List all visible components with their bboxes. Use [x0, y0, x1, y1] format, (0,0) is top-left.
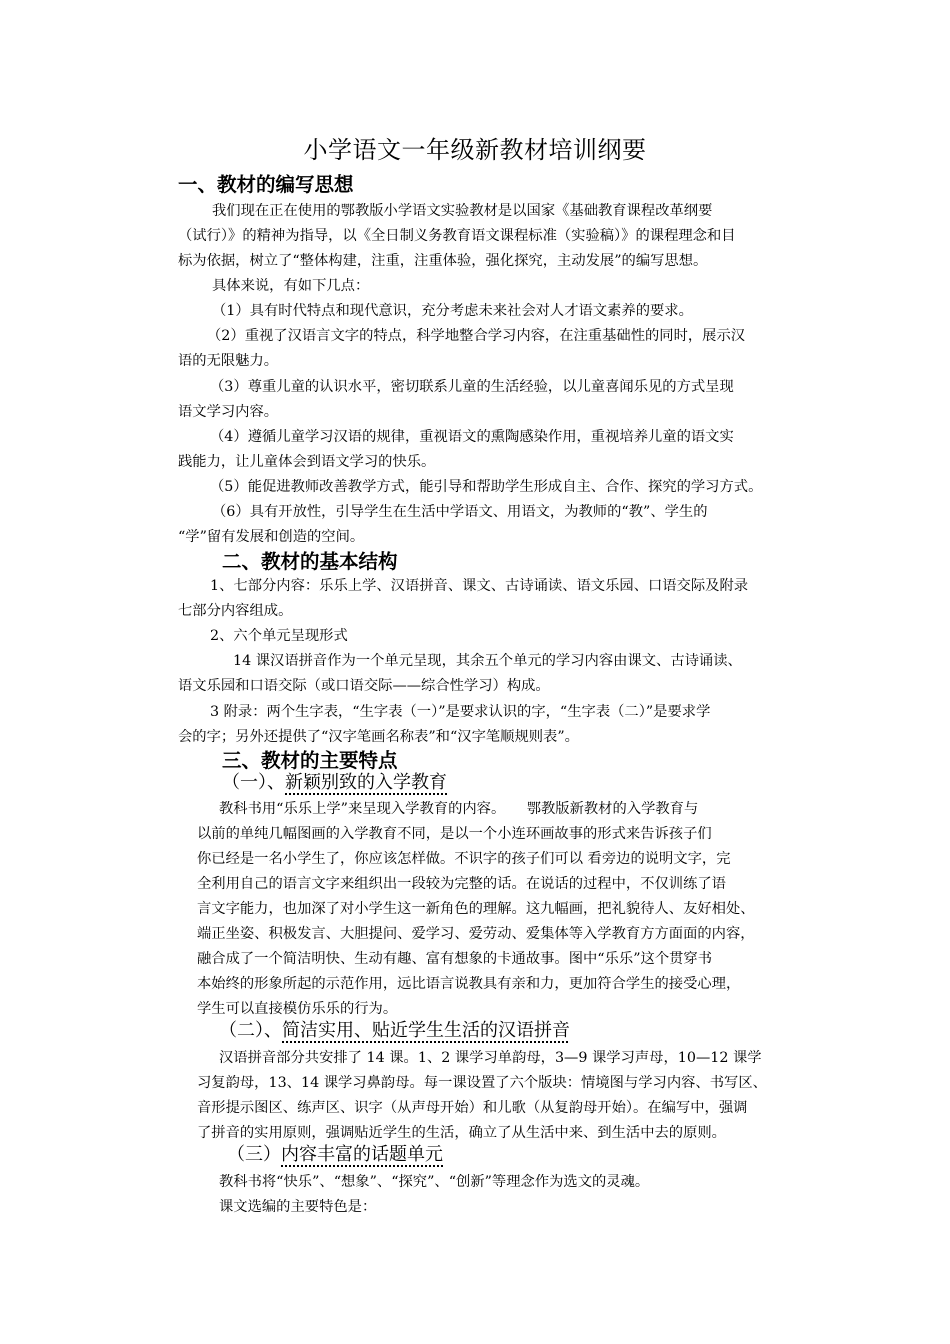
paragraph-line: 汉语拼音部分共安排了 14 课。1、2 课学习单韵母，3—9 课学习声母，10—12 课学: [219, 1050, 762, 1066]
list-item: 语的无限魅力。: [178, 353, 279, 369]
paragraph-line: 语文乐园和口语交际（或口语交际——综合性学习）构成。: [178, 678, 550, 694]
subsection-prefix: （三）: [227, 1144, 281, 1165]
paragraph-line: 言文字能力，也加深了对小学生这一新角色的理解。这九幅画，把礼貌待人、友好相处、: [197, 901, 755, 917]
list-item: （6）具有开放性，引导学生在生活中学语文、用语文，为教师的“教”、学生的: [212, 504, 708, 520]
list-item: （3）尊重儿童的认识水平，密切联系儿童的生活经验，以儿童喜闻乐见的方式呈现: [210, 379, 734, 395]
paragraph-line: （试行）》的精神为指导，以《全日制义务教育语文课程标准（实验稿）》的课程理念和目: [178, 228, 736, 244]
paragraph-line: 端正坐姿、积极发言、大胆提问、爱学习、爱劳动、爱集体等入学教育方方面面的内容，: [197, 926, 755, 942]
paragraph-line: 会的字；另外还提供了“汉字笔画名称表”和“汉字笔顺规则表”。: [178, 729, 579, 745]
paragraph-line: 2、六个单元呈现形式: [210, 628, 348, 644]
list-item: 践能力，让儿童体会到语文学习的快乐。: [178, 454, 436, 470]
list-item: （4）遵循儿童学习汉语的规律，重视语文的熏陶感染作用，重视培养儿童的语文实: [210, 429, 734, 445]
section-heading-2: 二、教材的基本结构: [222, 550, 398, 573]
paragraph-line: 教科书将“快乐”、“想象”、“探究”、“创新”等理念作为选文的灵魂。: [219, 1174, 650, 1190]
list-item: （2）重视了汉语言文字的特点，科学地整合学习内容，在注重基础性的同时，展示汉: [207, 328, 746, 344]
paragraph-line: 学生可以直接模仿乐乐的行为。: [197, 1001, 398, 1017]
list-item: （5）能促进教师改善教学方式，能引导和帮助学生形成自主、合作、探究的学习方式。: [210, 479, 763, 495]
paragraph-line: 14 课汉语拼音作为一个单元呈现，其余五个单元的学习内容由课文、古诗诵读、: [233, 653, 742, 669]
paragraph-line: 教科书用“乐乐上学”来呈现入学教育的内容。 鄂教版新教材的入学教育与: [219, 801, 699, 817]
section-heading-1: 一、教材的编写思想: [178, 173, 354, 196]
paragraph-line: 融合成了一个简洁明快、生动有趣、富有想象的卡通故事。图中“乐乐”这个贯穿书: [197, 951, 713, 967]
list-item: “学”留有发展和创造的空间。: [178, 529, 365, 545]
paragraph-line: 你已经是一名小学生了，你应该怎样做。不识字的孩子们可以 看旁边的说明文字，完: [197, 851, 731, 867]
subsection-title: 新颖别致的入学教育: [285, 772, 447, 793]
paragraph-line: 音形提示图区、练声区、识字（从声母开始）和儿歌（从复韵母开始）。在编写中，强调: [197, 1100, 748, 1116]
subsection-prefix: （二）、: [219, 1020, 282, 1041]
subsection-heading-2: [219, 1018, 570, 1044]
list-item: 语文学习内容。: [178, 404, 279, 420]
paragraph-line: 习复韵母，13、14 课学习鼻韵母。每一课设置了六个版块：情境图与学习内容、书写区、: [197, 1075, 767, 1091]
paragraph-line: 课文选编的主要特色是：: [219, 1199, 377, 1215]
paragraph-line: 1、七部分内容：乐乐上学、汉语拼音、课文、古诗诵读、语文乐园、口语交际及附录: [210, 578, 749, 594]
paragraph-line: 七部分内容组成。: [178, 603, 293, 619]
subsection-title: 简洁实用、贴近学生生活的汉语拼音: [282, 1020, 570, 1041]
paragraph-line: 我们现在正在使用的鄂教版小学语文实验教材是以国家《基础教育课程改革纲要: [212, 203, 713, 219]
document-title: 小学语文一年级新教材培训纲要: [303, 136, 647, 164]
subsection-prefix: （一）、: [222, 772, 285, 793]
section-heading-3: 三、教材的主要特点: [222, 749, 398, 772]
paragraph-line: 3 附录：两个生字表，“生字表（一）”是要求认识的字，“生字表（二）”是要求学: [210, 704, 711, 720]
list-item: （1）具有时代特点和现代意识，充分考虑未来社会对人才语文素养的要求。: [212, 303, 693, 319]
subsection-heading-3: [227, 1142, 443, 1168]
paragraph-line: 了拼音的实用原则，强调贴近学生的生活，确立了从生活中来、到生活中去的原则。: [197, 1125, 726, 1141]
paragraph-line: 标为依据，树立了“整体构建，注重，注重体验，强化探究，主动发展”的编写思想。: [178, 253, 708, 269]
paragraph-line: 具体来说，有如下几点：: [212, 278, 370, 294]
paragraph-line: 全利用自己的语言文字来组织出一段较为完整的话。在说话的过程中，不仅训练了语: [197, 876, 726, 892]
subsection-title: 内容丰富的话题单元: [281, 1144, 443, 1165]
paragraph-line: 以前的单纯几幅图画的入学教育不同，是以一个小连环画故事的形式来告诉孩子们: [197, 826, 712, 842]
paragraph-line: 本始终的形象所起的示范作用，远比语言说教具有亲和力，更加符合学生的接受心理，: [197, 976, 741, 992]
subsection-heading-1: [222, 770, 447, 796]
